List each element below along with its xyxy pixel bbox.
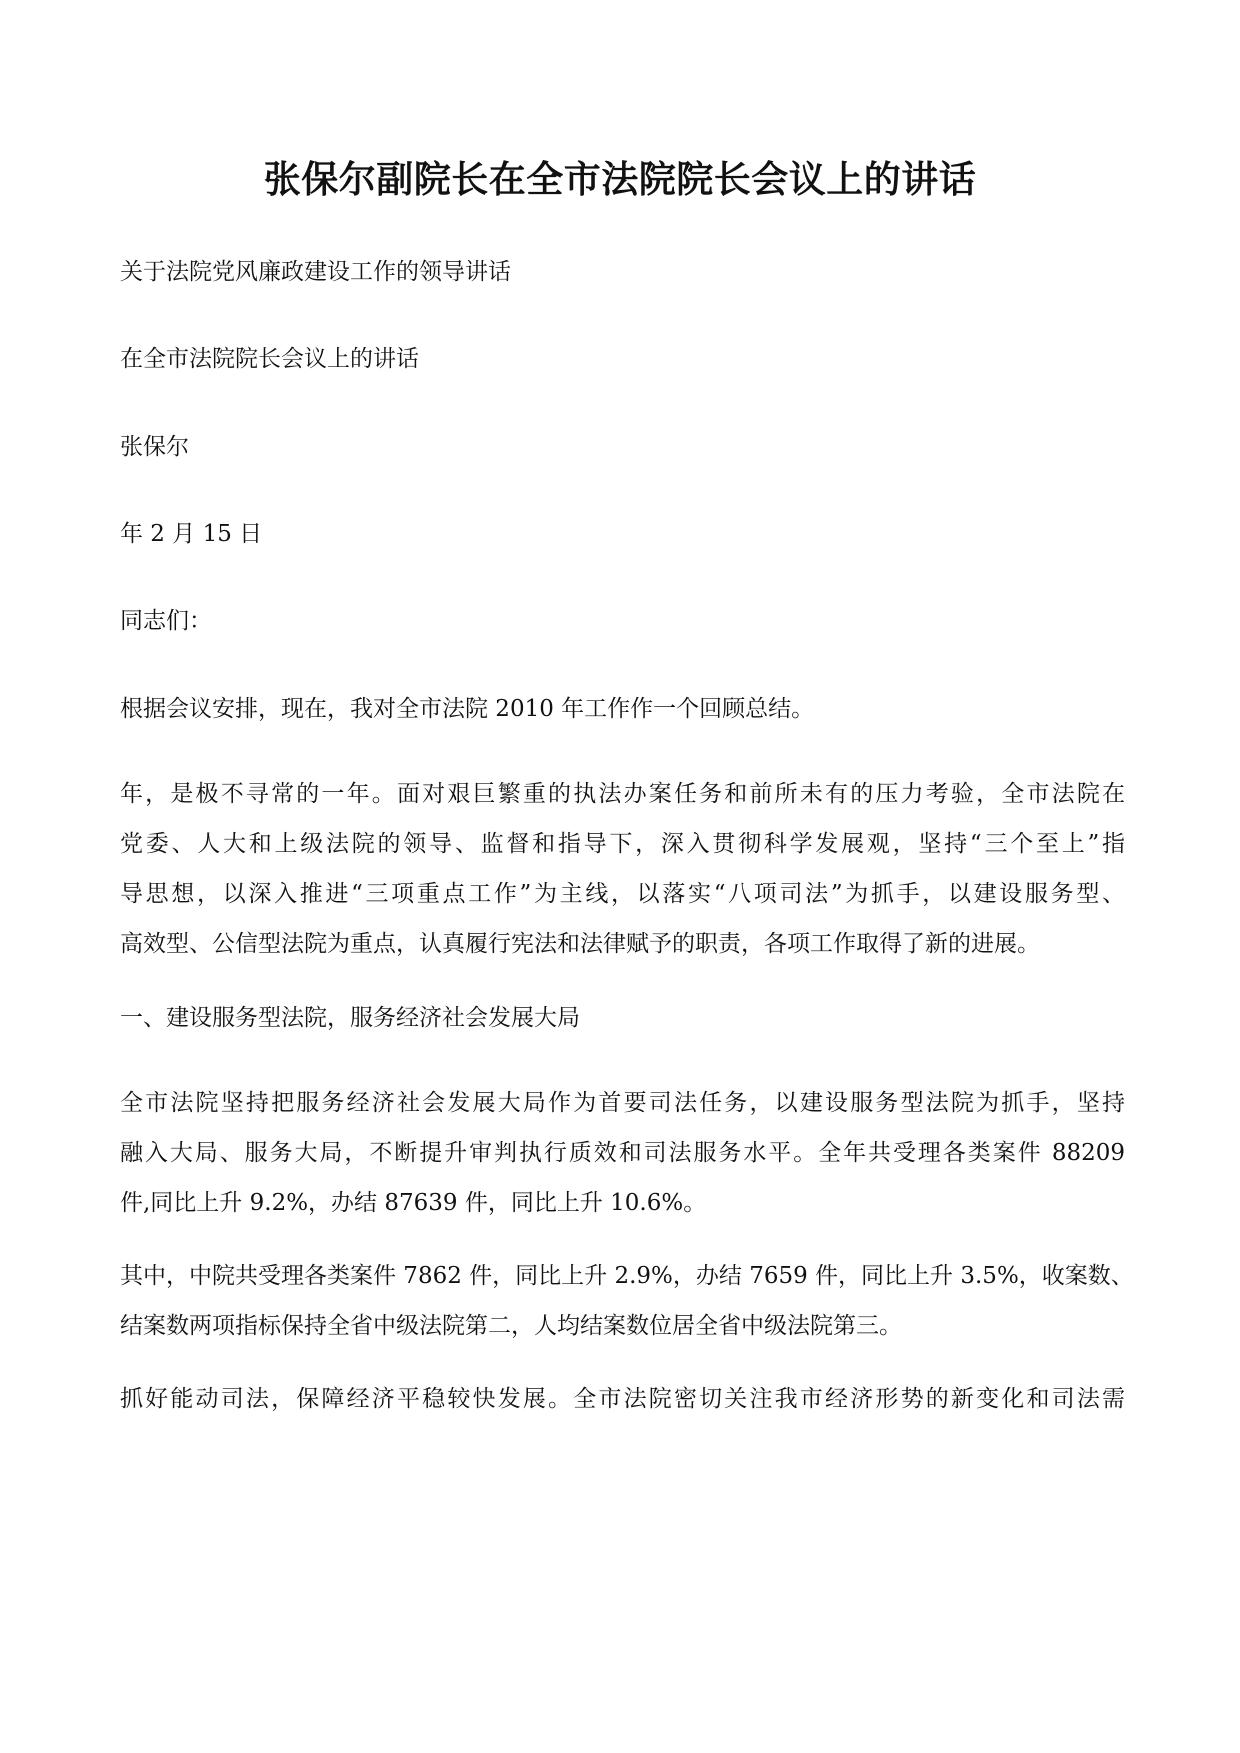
- speech-date: 年 2 月 15 日: [120, 521, 263, 547]
- paragraph-line: 导思想，以深入推进“三项重点工作”为主线，以落实“八项司法”为抓手，以建设服务型、: [120, 881, 1125, 907]
- paragraph-line: 结案数两项指标保持全省中级法院第二，人均结案数位居全省中级法院第三。: [120, 1313, 902, 1339]
- document-title: 张保尔副院长在全市法院院长会议上的讲话: [263, 158, 977, 201]
- paragraph-line: 件,同比上升 9.2%，办结 87639 件，同比上升 10.6%。: [120, 1190, 707, 1216]
- paragraph-line: 年，是极不寻常的一年。面对艰巨繁重的执法办案任务和前所未有的压力考验，全市法院在: [120, 781, 1125, 807]
- paragraph-line: 融入大局、服务大局，不断提升审判执行质效和司法服务水平。全年共受理各类案件 88209: [120, 1140, 1125, 1166]
- paragraph-review: [120, 769, 1125, 969]
- paragraph-service-court: [120, 1078, 1125, 1228]
- salutation: 同志们：: [120, 608, 212, 634]
- intro-paragraph: 根据会议安排，现在，我对全市法院 2010 年工作作一个回顾总结。: [120, 696, 815, 722]
- paragraph-line: 其中，中院共受理各类案件 7862 件，同比上升 2.9%，办结 7659 件，同比上升 3.5%，收案数、: [120, 1263, 1134, 1289]
- author-name: 张保尔: [120, 434, 189, 460]
- paragraph-line: 高效型、公信型法院为重点，认真履行宪法和法律赋予的职责，各项工作取得了新的进展。: [120, 931, 1040, 957]
- paragraph-intermediate-court: [120, 1251, 1134, 1351]
- document-subtitle: 关于法院党风廉政建设工作的领导讲话: [120, 259, 511, 285]
- paragraph-line: 抓好能动司法，保障经济平稳较快发展。全市法院密切关注我市经济形势的新变化和司法需: [120, 1386, 1125, 1412]
- paragraph-line: 全市法院坚持把服务经济社会发展大局作为首要司法任务，以建设服务型法院为抓手，坚持: [120, 1090, 1125, 1116]
- paragraph-active-justice: [120, 1374, 1125, 1424]
- paragraph-line: 党委、人大和上级法院的领导、监督和指导下，深入贯彻科学发展观，坚持“三个至上”指: [120, 831, 1125, 857]
- section-heading: 一、建设服务型法院，服务经济社会发展大局: [120, 1005, 580, 1031]
- speech-heading: 在全市法院院长会议上的讲话: [120, 346, 419, 372]
